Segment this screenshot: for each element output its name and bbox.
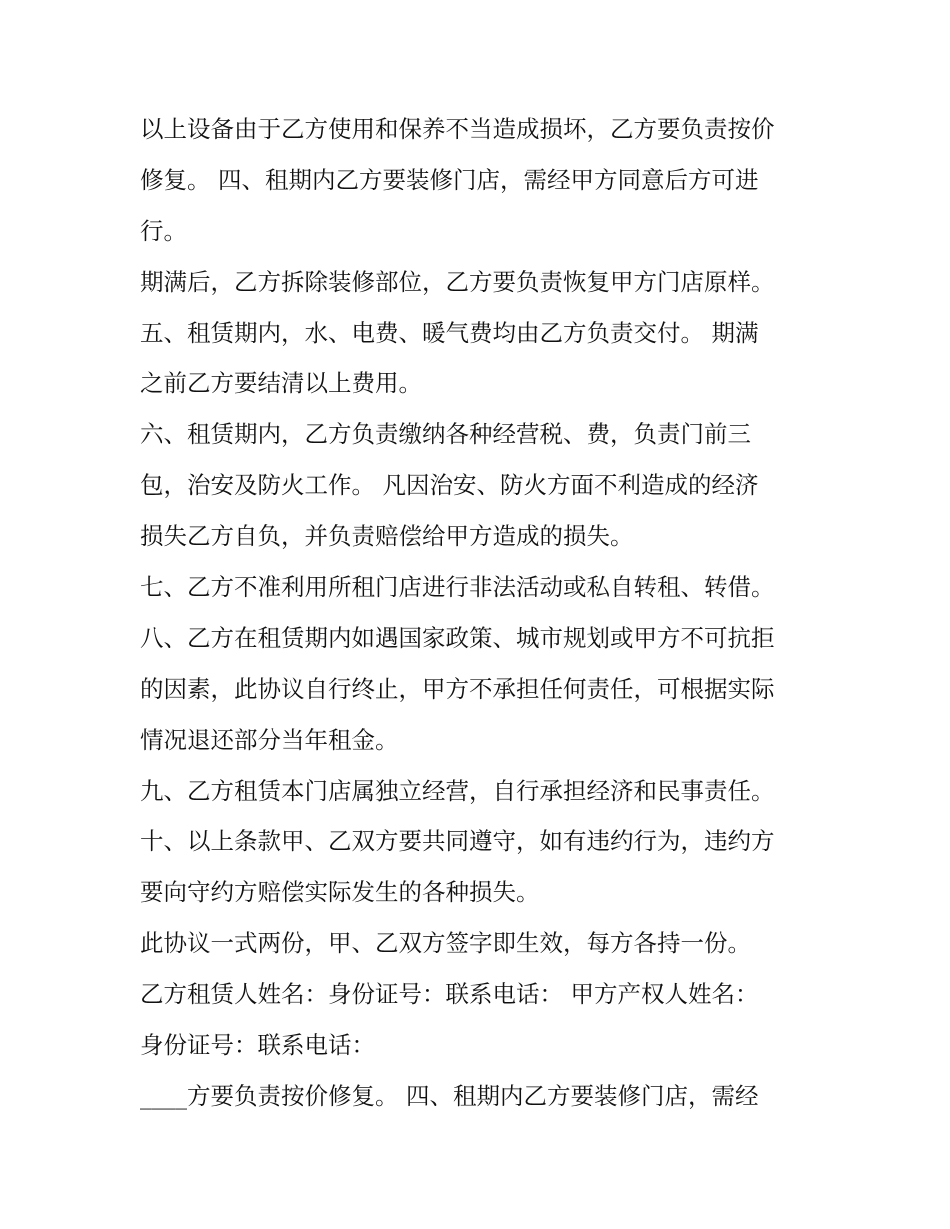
paragraph-line: 之前乙方要结清以上费用。: [140, 369, 422, 397]
paragraph-line: 六、租赁期内，乙方负责缴纳各种经营税、费，负责门前三: [140, 420, 751, 448]
paragraph-line: 行。: [140, 217, 187, 245]
paragraph-line: 七、乙方不准利用所租门店进行非法活动或私自转租、转借。: [140, 573, 775, 601]
paragraph-line: 要向守约方赔偿实际发生的各种损失。: [140, 878, 540, 906]
paragraph-line: 损失乙方自负，并负责赔偿给甲方造成的损失。: [140, 522, 634, 550]
paragraph-line: 修复。 四、租期内乙方要装修门店，需经甲方同意后方可进: [140, 166, 759, 194]
paragraph-line: 期满后，乙方拆除装修部位，乙方要负责恢复甲方门店原样。: [140, 268, 775, 296]
paragraph-line: 八、乙方在租赁期内如遇国家政策、城市规划或甲方不可抗拒: [140, 624, 775, 652]
paragraph-line: ____方要负责按价修复。 四、租期内乙方要装修门店，需经: [140, 1082, 759, 1110]
paragraph-line: 情况退还部分当年租金。: [140, 726, 399, 754]
signature-fields-line: 乙方租赁人姓名：身份证号：联系电话： 甲方产权人姓名：: [140, 980, 759, 1008]
paragraph-line: 九、乙方租赁本门店属独立经营，自行承担经济和民事责任。: [140, 777, 775, 805]
paragraph-line: 五、租赁期内，水、电费、暖气费均由乙方负责交付。 期满: [140, 319, 759, 347]
paragraph-line: 包，治安及防火工作。 凡因治安、防火方面不利造成的经济: [140, 471, 759, 499]
paragraph-line: 以上设备由于乙方使用和保养不当造成损坏，乙方要负责按价: [140, 115, 775, 143]
paragraph-line: 此协议一式两份，甲、乙双方签字即生效，每方各持一份。: [140, 929, 751, 957]
paragraph-line: 十、以上条款甲、乙双方要共同遵守，如有违约行为，违约方: [140, 827, 775, 855]
signature-fields-line: 身份证号：联系电话：: [140, 1031, 375, 1059]
paragraph-line: 的因素，此协议自行终止，甲方不承担任何责任，可根据实际: [140, 675, 775, 703]
